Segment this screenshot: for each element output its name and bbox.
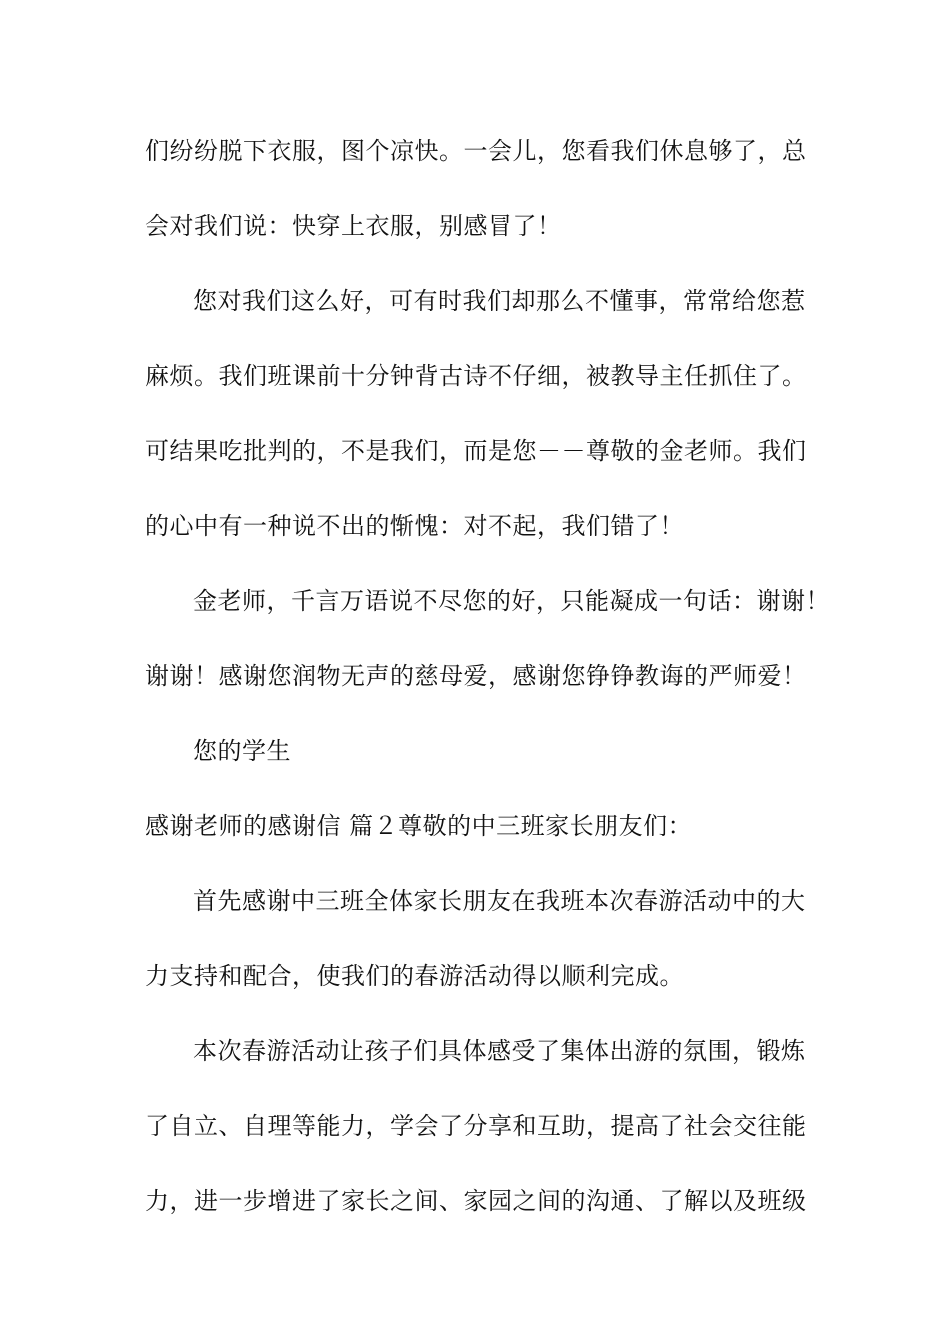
text-line: 们纷纷脱下衣服，图个凉快。一会儿，您看我们休息够了，总 [145,137,807,165]
text-line: 了自立、自理等能力，学会了分享和互助，提高了社会交往能 [145,1112,807,1140]
paragraph-start-line: 您对我们这么好，可有时我们却那么不懂事，常常给您惹 [193,287,806,315]
paragraph-start-line: 金老师，千言万语说不尽您的好，只能凝成一句话：谢谢！ [193,587,830,615]
section-heading-line: 感谢老师的感谢信 篇２尊敬的中三班家长朋友们： [145,812,693,840]
text-line: 可结果吃批判的，不是我们，而是您－－尊敬的金老师。我们 [145,437,807,465]
text-line: 力支持和配合，使我们的春游活动得以顺利完成。 [145,962,684,990]
paragraph-start-line: 首先感谢中三班全体家长朋友在我班本次春游活动中的大 [193,887,806,915]
text-line: 麻烦。我们班课前十分钟背古诗不仔细，被教导主任抓住了。 [145,362,807,390]
text-line: 谢谢！感谢您润物无声的慈母爱，感谢您铮铮教诲的严师爱！ [145,662,807,690]
text-line: 的心中有一种说不出的惭愧：对不起，我们错了！ [145,512,684,540]
paragraph-start-line: 本次春游活动让孩子们具体感受了集体出游的氛围，锻炼 [193,1037,806,1065]
text-line: 会对我们说：快穿上衣服，别感冒了！ [145,212,562,240]
text-line: 力，进一步增进了家长之间、家园之间的沟通、了解以及班级 [145,1187,807,1215]
signature-line: 您的学生 [193,737,291,765]
